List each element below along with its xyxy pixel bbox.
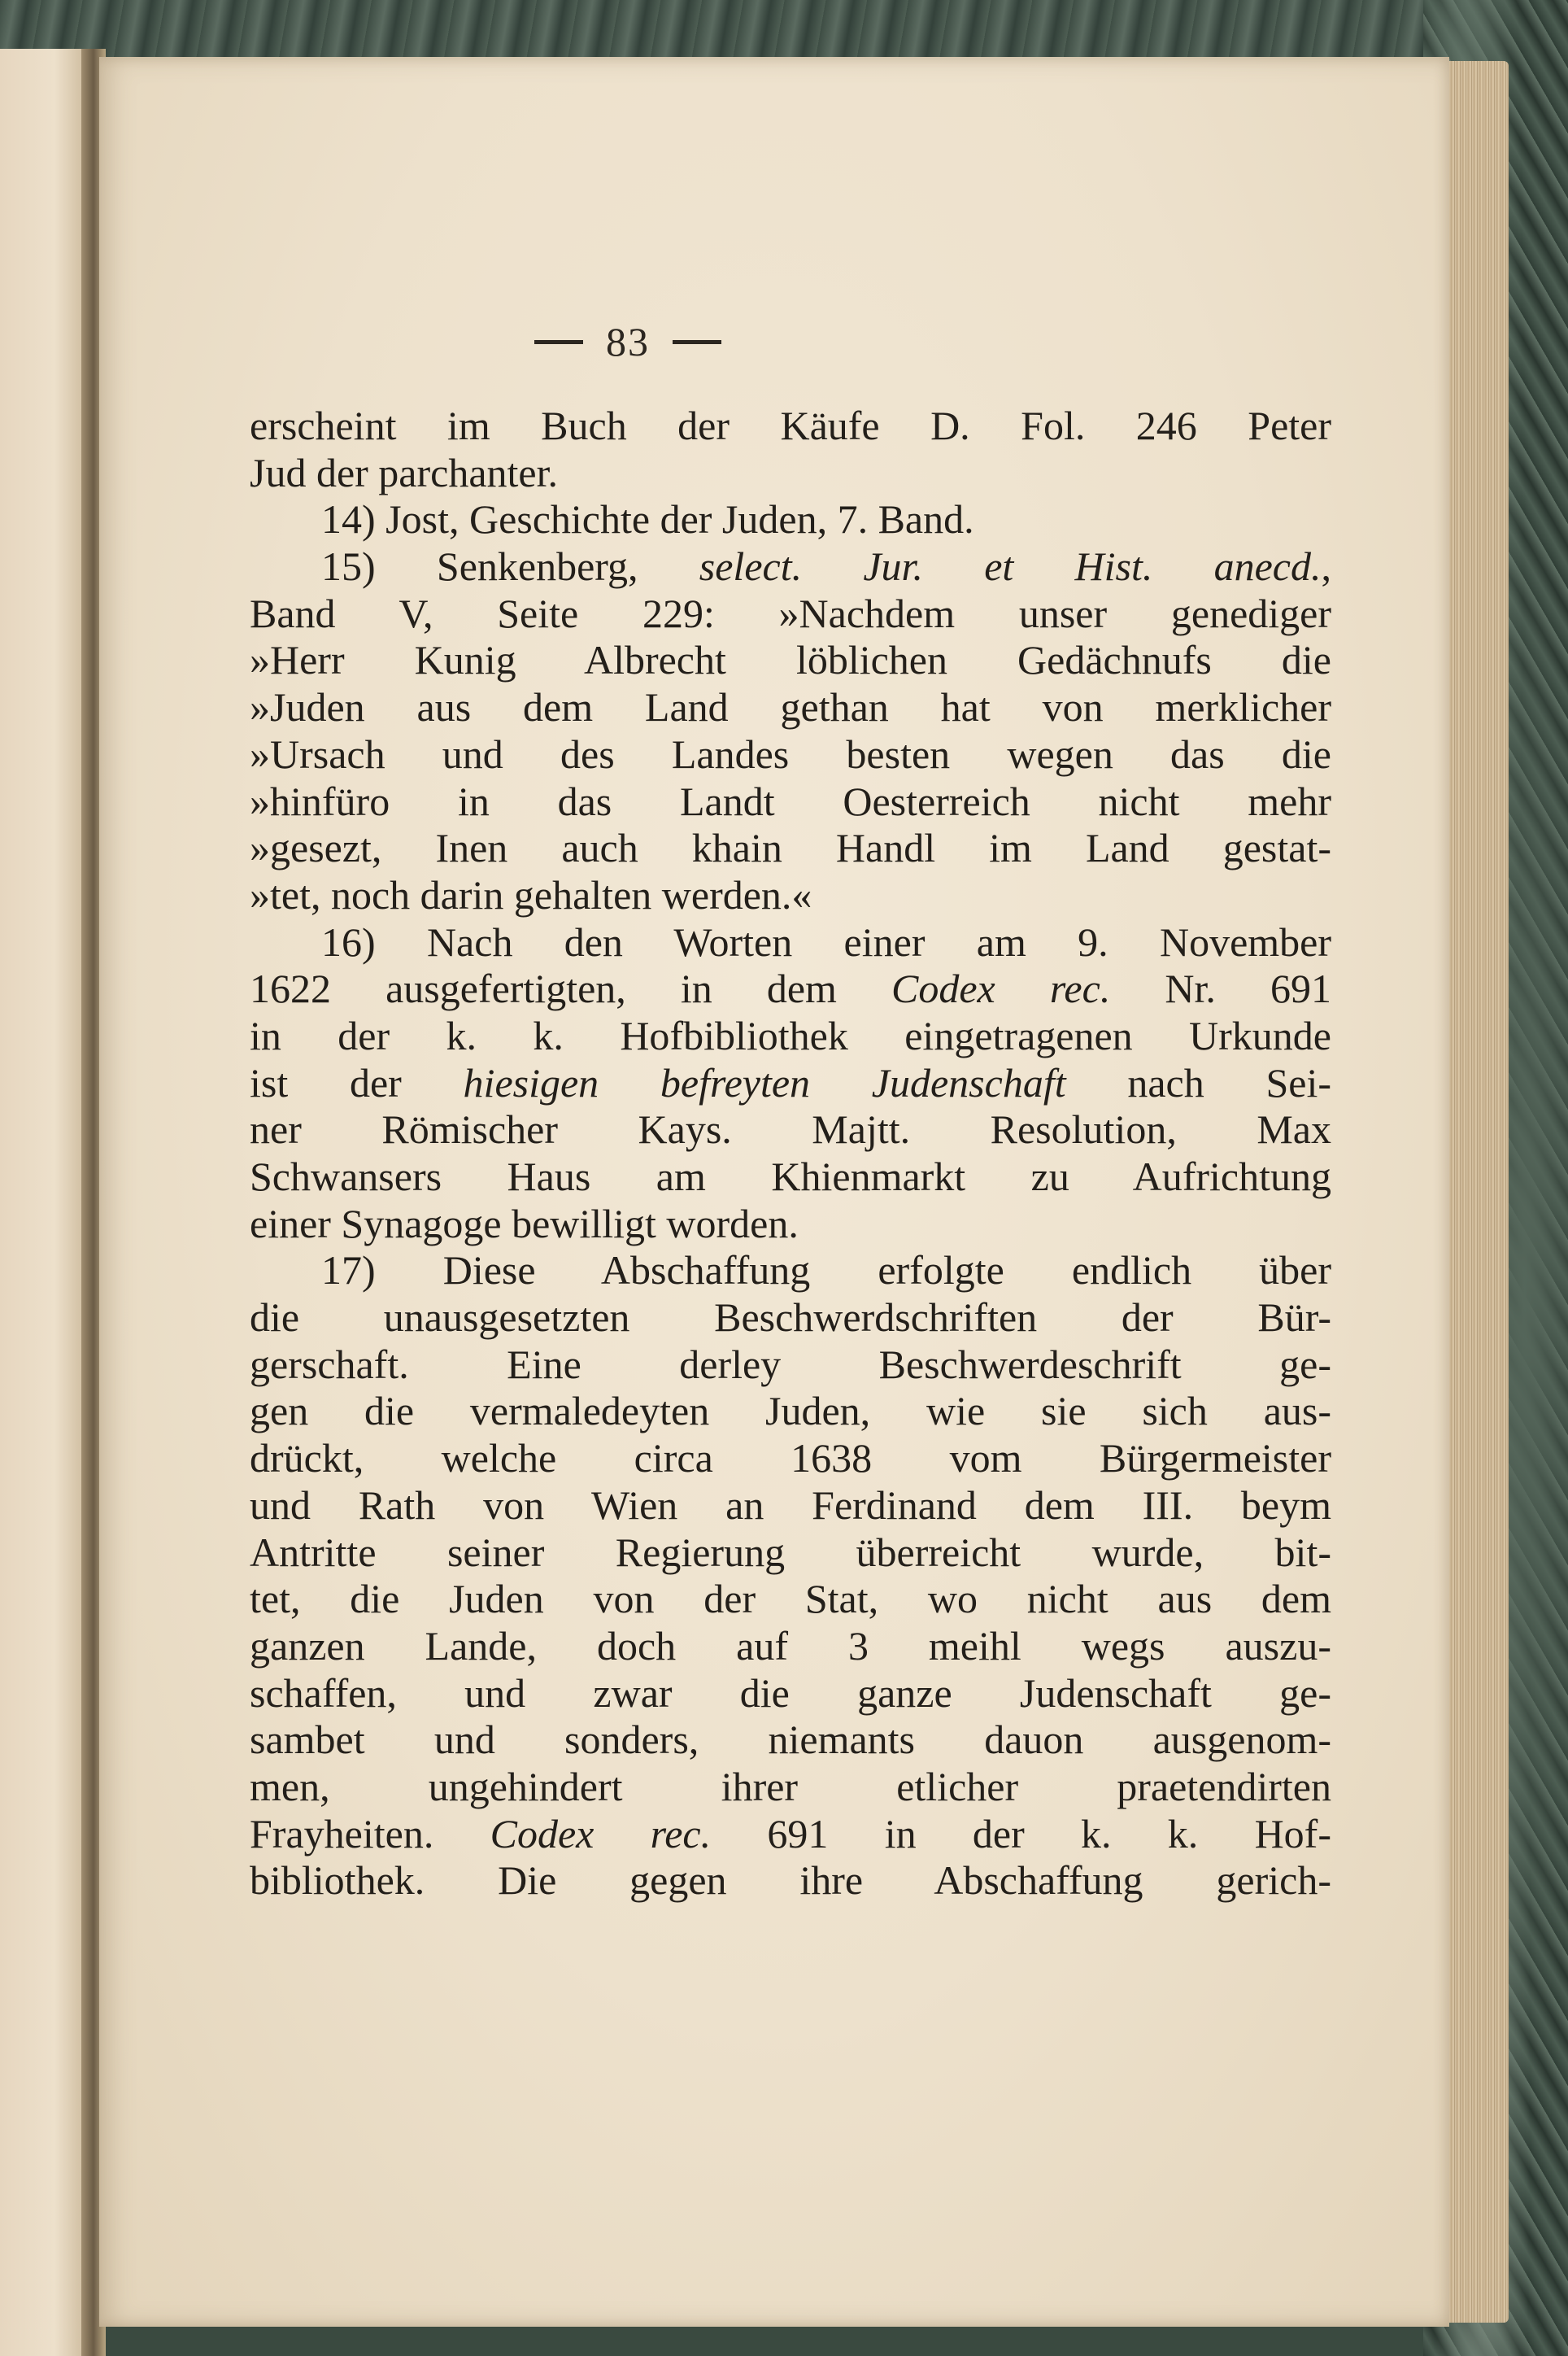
- text-line: [250, 403, 1331, 450]
- page-number-dash-left: [534, 340, 583, 344]
- text-segment: ner Römischer Kays. Majtt. Resolution, Max: [250, 1106, 1331, 1153]
- page-number-dash-right: [673, 340, 721, 344]
- text-line: [250, 1482, 1331, 1529]
- text-segment: »Herr Kunig Albrecht löblichen Gedächnufs die: [250, 637, 1331, 683]
- text-line: [250, 543, 1331, 591]
- text-segment: »hinfüro in das Landt Oesterreich nicht mehr: [250, 778, 1331, 824]
- text-line: [250, 1388, 1331, 1435]
- text-segment: schaffen, und zwar die ganze Judenschaft ge-: [250, 1669, 1331, 1716]
- text-segment: in der k. k. Hofbibliothek eingetragenen Urkunde: [250, 1012, 1331, 1058]
- text-segment: gen die vermaledeyten Juden, wie sie sich aus-: [250, 1388, 1331, 1434]
- text-line: [250, 779, 1331, 826]
- italic-text-segment: select. Jur. et Hist. anecd.: [699, 543, 1322, 590]
- text-line: [250, 1811, 1331, 1858]
- text-segment: tet, die Juden von der Stat, wo nicht aus dem: [250, 1576, 1331, 1622]
- text-segment: 15) Senkenberg,: [321, 543, 699, 590]
- text-line: [250, 1670, 1331, 1717]
- text-segment: »Juden aus dem Land gethan hat von merklicher: [250, 684, 1331, 731]
- text-segment: ,: [1321, 543, 1331, 590]
- italic-text-segment: hiesigen befreyten Judenschaft: [463, 1059, 1066, 1106]
- text-line: [250, 1247, 1331, 1294]
- text-line: [250, 684, 1331, 731]
- text-line: [250, 450, 1331, 497]
- text-segment: nach Sei-: [1065, 1059, 1331, 1106]
- book-page: [99, 57, 1449, 2327]
- text-segment: einer Synagoge bewilligt worden.: [250, 1200, 799, 1246]
- text-segment: erscheint im Buch der Käufe D. Fol. 246 Peter: [250, 403, 1331, 448]
- text-segment: »Ursach und des Landes besten wegen das die: [250, 731, 1331, 777]
- text-line: [250, 637, 1331, 684]
- italic-text-segment: Codex rec.: [891, 966, 1111, 1012]
- text-segment: ganzen Lande, doch auf 3 meihl wegs auszu-: [250, 1622, 1331, 1669]
- text-line: [250, 1623, 1331, 1670]
- text-segment: bibliothek. Die gegen ihre Abschaffung gerich-: [250, 1857, 1331, 1904]
- text-segment: gerschaft. Eine derley Beschwerdeschrift ge-: [250, 1341, 1331, 1387]
- text-segment: 16) Nach den Worten einer am 9. November: [321, 918, 1331, 965]
- text-segment: 691 in der k. k. Hof-: [711, 1810, 1331, 1856]
- text-line: [250, 872, 1331, 919]
- page-edges: [1444, 61, 1509, 2323]
- page-number: [0, 317, 1303, 366]
- text-segment: und Rath von Wien an Ferdinand dem III. beym: [250, 1481, 1331, 1528]
- text-segment: Antritte seiner Regierung überreicht wurde, bit-: [250, 1529, 1331, 1575]
- text-line: [250, 825, 1331, 872]
- text-line: [250, 1857, 1331, 1904]
- text-line: [250, 1529, 1331, 1577]
- page-number-value: 83: [606, 319, 650, 364]
- text-segment: sambet und sonders, niemants dauon ausgenom-: [250, 1717, 1331, 1763]
- text-segment: Jud der parchanter.: [250, 449, 559, 495]
- text-segment: Nr. 691: [1110, 966, 1331, 1012]
- cover-board-top: [0, 0, 1568, 57]
- text-segment: 14) Jost, Geschichte der Juden, 7. Band.: [321, 496, 974, 543]
- text-line: [250, 1154, 1331, 1201]
- text-segment: »tet, noch darin gehalten werden.«: [250, 871, 812, 918]
- text-line: [250, 1717, 1331, 1764]
- text-line: [250, 1201, 1331, 1248]
- text-line: [250, 1576, 1331, 1623]
- text-segment: die unausgesetzten Beschwerdschriften der Bür-: [250, 1294, 1331, 1341]
- text-line: [250, 591, 1331, 638]
- text-line: [250, 966, 1331, 1013]
- text-segment: 17) Diese Abschaffung erfolgte endlich über: [321, 1247, 1331, 1294]
- text-line: [250, 1294, 1331, 1342]
- text-line: [250, 1764, 1331, 1811]
- text-segment: Frayheiten.: [250, 1810, 490, 1856]
- text-segment: »gesezt, Inen auch khain Handl im Land gestat-: [250, 825, 1331, 871]
- text-line: [250, 1013, 1331, 1060]
- text-line: [250, 1435, 1331, 1482]
- text-segment: ist der: [250, 1059, 464, 1106]
- text-line: [250, 919, 1331, 966]
- italic-text-segment: Codex rec.: [490, 1810, 712, 1856]
- text-segment: drückt, welche circa 1638 vom Bürgermeister: [250, 1435, 1331, 1481]
- body-text: [250, 403, 1331, 1904]
- text-line: [250, 496, 1331, 543]
- text-segment: Schwansers Haus am Khienmarkt zu Aufrichtung: [250, 1154, 1331, 1199]
- text-line: [250, 1060, 1331, 1107]
- text-segment: men, ungehindert ihrer etlicher praetendirten: [250, 1763, 1331, 1809]
- previous-page-edge: [0, 49, 91, 2356]
- text-line: [250, 1106, 1331, 1154]
- text-line: [250, 731, 1331, 779]
- text-segment: Band V, Seite 229: »Nachdem unser genediger: [250, 590, 1331, 636]
- text-segment: 1622 ausgefertigten, in dem: [250, 966, 892, 1012]
- text-line: [250, 1342, 1331, 1389]
